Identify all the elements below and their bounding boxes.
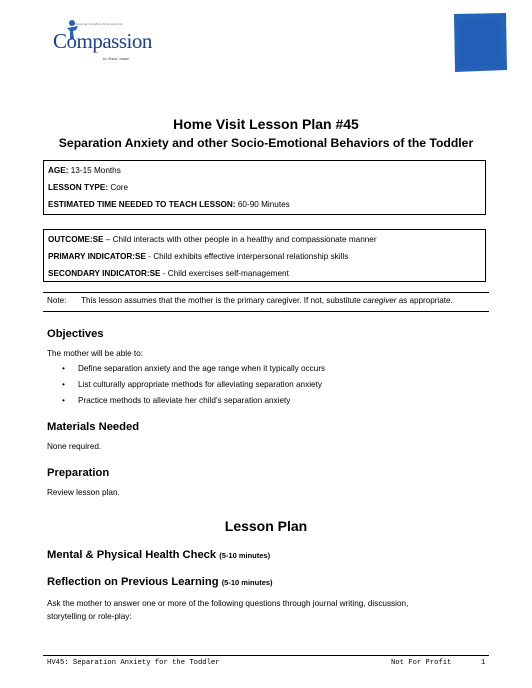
outcome-value: – Child interacts with other people in a healthy and compassionate manner bbox=[105, 235, 377, 244]
health-check-heading: Mental & Physical Health Check (5-10 minutes) bbox=[47, 549, 271, 561]
time-row bbox=[48, 199, 481, 216]
indicators-box bbox=[43, 229, 486, 282]
footer-document-name: HV45: Separation Anxiety for the Toddler bbox=[47, 659, 220, 667]
footer-page-number: 1 bbox=[481, 659, 486, 667]
preparation-text: Review lesson plan. bbox=[47, 488, 120, 497]
logo-wordmark: Compassion bbox=[53, 29, 152, 53]
note-text: This lesson assumes that the mother is the primary caregiver. If not, substitute bbox=[81, 296, 361, 305]
bullet-icon: • bbox=[62, 364, 65, 373]
note-label: Note: bbox=[47, 296, 67, 305]
secondary-indicator-label: SECONDARY INDICATOR:SE bbox=[48, 269, 161, 278]
page-subtitle: Separation Anxiety and other Socio-Emotional Behaviors of the Toddler bbox=[58, 136, 474, 150]
lesson-plan-heading: Lesson Plan bbox=[224, 518, 308, 534]
note-top-rule bbox=[43, 292, 489, 293]
note-italic: caregiver bbox=[363, 296, 397, 305]
age-label: AGE: bbox=[48, 166, 69, 175]
primary-indicator-row bbox=[48, 251, 481, 268]
bullet-icon: • bbox=[62, 380, 65, 389]
note-text-end: as appropriate. bbox=[398, 296, 453, 305]
lesson-type-row bbox=[48, 182, 481, 199]
footer-rule bbox=[43, 655, 489, 656]
note bbox=[47, 296, 453, 305]
age-row bbox=[48, 165, 481, 182]
materials-text: None required. bbox=[47, 442, 102, 451]
primary-indicator-label: PRIMARY INDICATOR:SE bbox=[48, 252, 146, 261]
reflection-text-line1: Ask the mother to answer one or more of the following questions through journal writing, discussion, bbox=[47, 599, 409, 608]
page-title: Home Visit Lesson Plan #45 bbox=[173, 116, 359, 132]
lesson-type-label: LESSON TYPE: bbox=[48, 183, 109, 192]
objectives-heading: Objectives bbox=[47, 328, 104, 340]
lesson-type-value: Core bbox=[110, 183, 129, 192]
reflection-time: (5-10 minutes) bbox=[221, 578, 273, 587]
footer-not-for-profit: Not For Profit bbox=[391, 659, 452, 667]
time-value: 60-90 Minutes bbox=[237, 200, 290, 209]
age-value: 13-15 Months bbox=[70, 166, 121, 175]
reflection-text-line2: storytelling or role-play: bbox=[47, 612, 132, 621]
time-label: ESTIMATED TIME NEEDED TO TEACH LESSON: bbox=[48, 200, 236, 209]
note-bottom-rule bbox=[43, 311, 489, 312]
secondary-indicator-value: - Child exercises self-management bbox=[162, 269, 289, 278]
health-check-time: (5-10 minutes) bbox=[219, 551, 271, 560]
logo-tagline: Releasing children from poverty bbox=[72, 22, 124, 26]
blue-decoration bbox=[451, 12, 508, 73]
primary-indicator-value: - Child exhibits effective interpersonal relationship skills bbox=[148, 252, 349, 261]
lesson-info-box bbox=[43, 160, 486, 215]
objectives-intro: The mother will be able to: bbox=[47, 349, 144, 358]
materials-heading: Materials Needed bbox=[47, 421, 140, 433]
bullet-icon: • bbox=[62, 396, 65, 405]
preparation-heading: Preparation bbox=[47, 467, 110, 479]
logo-subtext: in Jesus' name bbox=[103, 56, 130, 61]
outcome-label: OUTCOME:SE bbox=[48, 235, 104, 244]
reflection-heading: Reflection on Previous Learning (5-10 minutes) bbox=[47, 576, 273, 588]
outcome-row bbox=[48, 234, 481, 251]
secondary-indicator-row bbox=[48, 268, 481, 285]
